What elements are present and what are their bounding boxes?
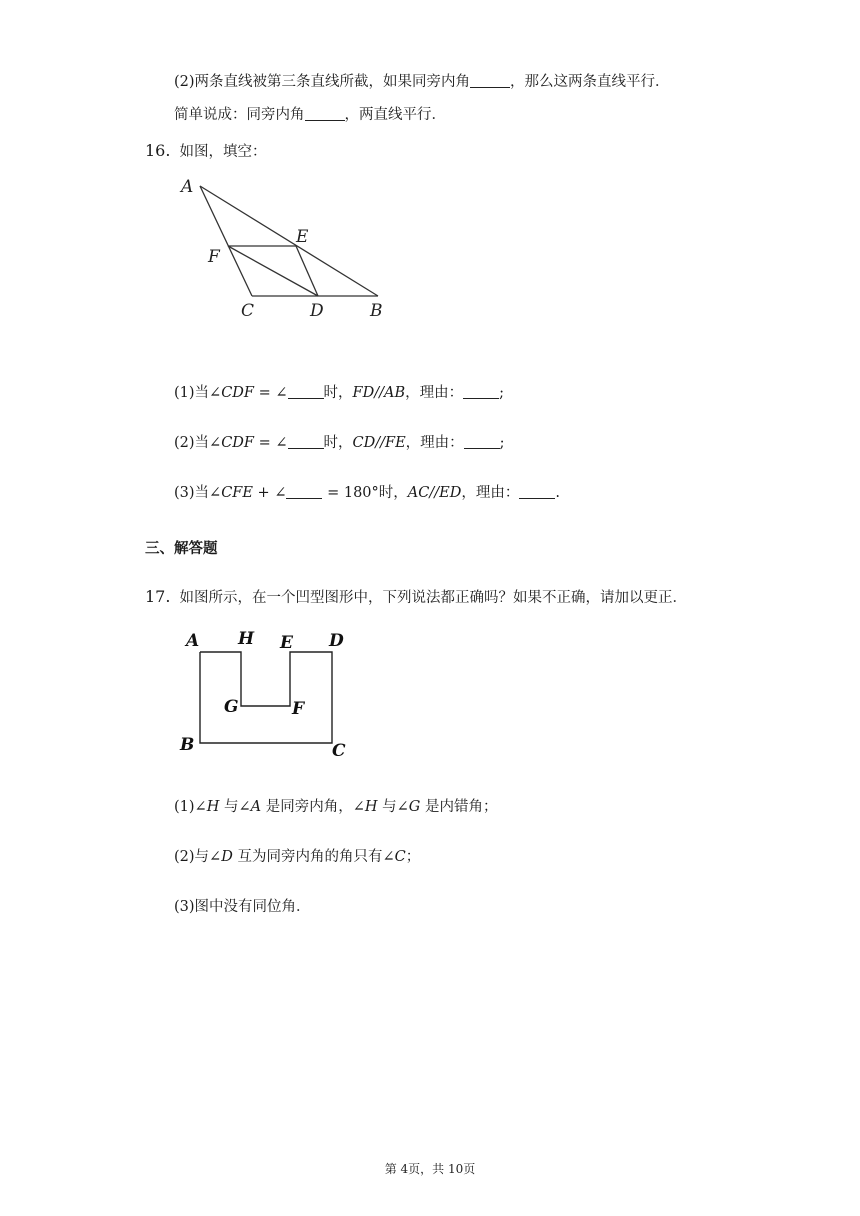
text: ，理由： xyxy=(461,485,520,501)
question-intro: 如图，填空： xyxy=(179,144,267,160)
label-f: F xyxy=(208,247,220,267)
math: G xyxy=(408,799,421,815)
text: ; xyxy=(499,385,504,401)
text: = ∠ xyxy=(253,435,288,451)
question-number: 16. xyxy=(145,141,171,160)
q16-item-3 xyxy=(174,483,560,503)
text: (3)图中没有同位角． xyxy=(174,899,311,915)
text: (1)∠ xyxy=(174,799,207,815)
concave-figure xyxy=(176,626,356,762)
label-e: E xyxy=(280,633,293,653)
text: (1)当∠ xyxy=(174,385,222,401)
q15-part2-text-b: ，那么这两条直线平行． xyxy=(510,74,670,90)
math: D xyxy=(221,849,233,865)
question-number: 17. xyxy=(145,587,171,606)
text: (2)当∠ xyxy=(174,435,222,451)
label-d: D xyxy=(310,301,324,321)
text: (3)当∠ xyxy=(174,485,222,501)
q17-item-1 xyxy=(174,797,498,817)
segment-fd xyxy=(228,246,318,296)
triangle-figure xyxy=(170,168,400,328)
label-b: B xyxy=(180,735,195,755)
q17-item-2 xyxy=(174,847,420,867)
q16-item-2 xyxy=(174,433,505,453)
answer-blank[interactable] xyxy=(288,384,324,399)
text: 是内错角； xyxy=(420,799,498,815)
math: AC//ED xyxy=(407,485,462,501)
label-a: A xyxy=(181,177,194,197)
q17-item-3 xyxy=(174,897,311,917)
text: ； xyxy=(405,849,421,865)
text: + ∠ xyxy=(252,485,287,501)
text: = 180°时， xyxy=(322,485,408,501)
text: 时， xyxy=(323,435,353,451)
label-f: F xyxy=(292,699,305,719)
q16-item-1 xyxy=(174,383,504,403)
answer-blank[interactable] xyxy=(464,434,500,449)
math: H xyxy=(206,799,220,815)
label-a: A xyxy=(186,631,200,651)
question-16-header xyxy=(145,141,267,162)
text: ; xyxy=(499,435,505,451)
section-title: 三、解答题 xyxy=(145,540,218,557)
q15-part2-text-a: (2)两条直线被第三条直线所截，如果同旁内角 xyxy=(174,74,471,90)
q15-part2 xyxy=(174,72,670,92)
label-g: G xyxy=(224,697,239,717)
label-e: E xyxy=(296,227,309,247)
q15-summary-text-b: ，两直线平行． xyxy=(344,107,446,123)
text: 与∠ xyxy=(377,799,409,815)
math: CDF xyxy=(221,385,254,401)
text: 互为同旁内角的角只有∠ xyxy=(232,849,395,865)
answer-blank[interactable] xyxy=(519,484,555,499)
text: 是同旁内角，∠ xyxy=(261,799,365,815)
math: CFE xyxy=(221,485,253,501)
page-footer: 第 4页，共 10页 xyxy=(384,1162,476,1176)
text: ，理由： xyxy=(405,435,464,451)
math: H xyxy=(364,799,378,815)
label-b: B xyxy=(370,301,383,321)
text: . xyxy=(555,485,560,501)
question-intro: 如图所示，在一个凹型图形中，下列说法都正确吗？如果不正确，请加以更正． xyxy=(179,590,688,606)
q15-summary-text-a: 简单说成：同旁内角 xyxy=(174,107,305,123)
concave-outline xyxy=(200,652,332,743)
label-d: D xyxy=(329,631,344,651)
math: CD//FE xyxy=(352,435,406,451)
math: CDF xyxy=(221,435,254,451)
text: 时， xyxy=(323,385,353,401)
math: A xyxy=(250,799,262,815)
text: 与∠ xyxy=(219,799,251,815)
question-17-header xyxy=(145,587,687,608)
answer-blank[interactable] xyxy=(305,106,345,121)
answer-blank[interactable] xyxy=(463,384,499,399)
text: ，理由： xyxy=(405,385,464,401)
q15-summary xyxy=(174,105,446,125)
answer-blank[interactable] xyxy=(288,434,324,449)
text: (2)与∠ xyxy=(174,849,222,865)
answer-blank[interactable] xyxy=(470,73,510,88)
label-h: H xyxy=(238,629,255,649)
math: FD//AB xyxy=(352,385,406,401)
answer-blank[interactable] xyxy=(286,484,322,499)
text: = ∠ xyxy=(253,385,288,401)
segment-ed xyxy=(296,246,318,296)
math: C xyxy=(394,849,406,865)
label-c: C xyxy=(332,741,346,761)
label-c: C xyxy=(241,301,255,321)
